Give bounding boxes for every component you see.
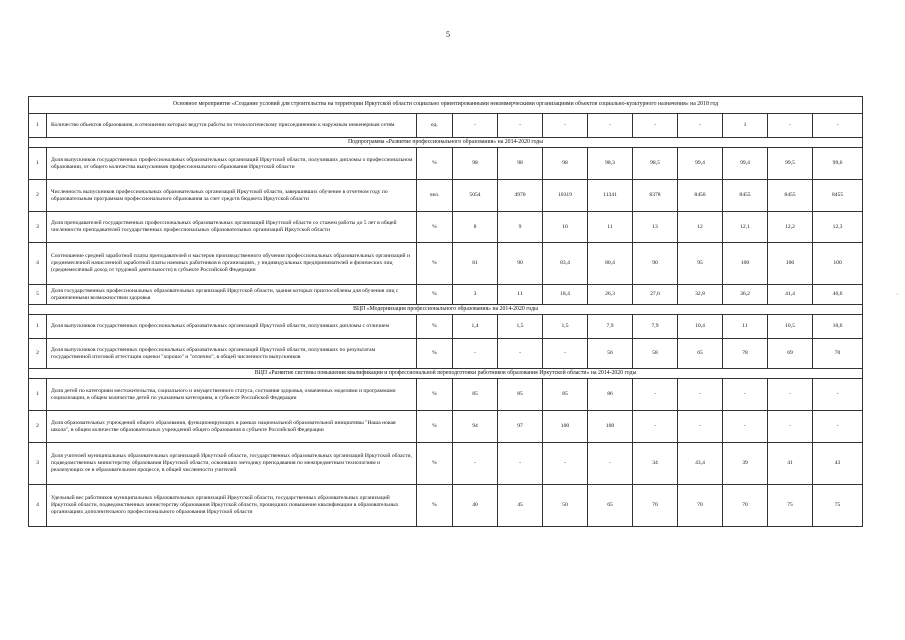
value-cell: 10,5 (768, 315, 813, 339)
value-cell: - (813, 379, 863, 411)
value-cell: - (453, 443, 498, 485)
value-cell: 8455 (813, 180, 863, 212)
row-number: 4 (29, 485, 47, 527)
row-number: 1 (29, 114, 47, 138)
table-row (29, 339, 863, 369)
value-cell: 98,5 (633, 148, 678, 180)
indicator-name: Доля выпускников государственных профессиональных образовательных организаций Иркутской области, получивших дипломы о профессиональном образовании, от общего количества выпускников профессионального образования Иркутской области (47, 148, 417, 180)
value-cell: 81 (453, 243, 498, 285)
value-cell: 43,4 (678, 443, 723, 485)
indicator-name: Доля преподавателей государственных профессиональных образовательных организаций Иркутской области со стажем работы до 5 лет в общей численности преподавателей государственных профессиональных образовательных организаций Иркутской области (47, 212, 417, 243)
value-cell: 1,5 (543, 315, 588, 339)
value-cell: 100 (543, 411, 588, 443)
value-cell: - (498, 114, 543, 138)
value-cell: 1,5 (498, 315, 543, 339)
value-cell: 98 (498, 148, 543, 180)
value-cell: - (723, 379, 768, 411)
table-row (29, 212, 863, 243)
value-cell: 4970 (498, 180, 543, 212)
row-number: 3 (29, 443, 47, 485)
value-cell: 11 (588, 212, 633, 243)
table-row (29, 180, 863, 212)
section-header-row (29, 97, 863, 114)
indicator-name: Доля выпускников государственных профессиональных образовательных организаций Иркутской области, получивших дипломы с отличием (47, 315, 417, 339)
value-cell: 98,3 (588, 148, 633, 180)
value-cell: 69 (768, 339, 813, 369)
value-cell: 8378 (633, 180, 678, 212)
value-cell: 100 (588, 411, 633, 443)
value-cell: 70 (678, 485, 723, 527)
value-cell: - (588, 443, 633, 485)
value-cell: - (633, 411, 678, 443)
value-cell: 97 (498, 411, 543, 443)
value-cell: 65 (678, 339, 723, 369)
value-cell: 70 (723, 485, 768, 527)
value-cell: - (813, 114, 863, 138)
value-cell: 1,4 (453, 315, 498, 339)
value-cell: - (633, 379, 678, 411)
value-cell: 10,4 (678, 315, 723, 339)
unit: % (417, 315, 453, 339)
unit: % (417, 379, 453, 411)
value-cell: 58 (633, 339, 678, 369)
value-cell: 7,9 (633, 315, 678, 339)
value-cell: 8450 (678, 180, 723, 212)
value-cell: 8455 (723, 180, 768, 212)
row-number: 1 (29, 379, 47, 411)
value-cell: 95 (678, 243, 723, 285)
value-cell: 41 (768, 443, 813, 485)
value-cell: 10319 (543, 180, 588, 212)
section-header-row (29, 138, 863, 148)
value-cell: 9 (498, 212, 543, 243)
table-row (29, 379, 863, 411)
value-cell: 11 (498, 285, 543, 305)
unit: % (417, 485, 453, 527)
row-number: 2 (29, 411, 47, 443)
value-cell: 99,4 (678, 148, 723, 180)
table-body (29, 97, 863, 527)
value-cell: - (498, 443, 543, 485)
unit: % (417, 243, 453, 285)
value-cell: 36,2 (723, 285, 768, 305)
value-cell: 80,4 (588, 243, 633, 285)
section-title: Подпрограмма «Развитие профессионального образования» на 2014-2020 годы (29, 138, 863, 148)
value-cell: - (813, 411, 863, 443)
value-cell: 32,8 (678, 285, 723, 305)
value-cell: - (678, 114, 723, 138)
value-cell: 8455 (768, 180, 813, 212)
value-cell: - (678, 411, 723, 443)
row-number: 5 (29, 285, 47, 305)
unit: % (417, 339, 453, 369)
value-cell: 13 (633, 212, 678, 243)
section-title: ВЦП «Развитие системы повышения квалификации и профессиональной переподготовки работников образования Иркутской области» на 2014-2020 годы (29, 369, 863, 379)
value-cell: 100 (768, 243, 813, 285)
value-cell: 98 (453, 148, 498, 180)
value-cell: 18,4 (543, 285, 588, 305)
row-number: 2 (29, 180, 47, 212)
value-cell: 12,2 (768, 212, 813, 243)
indicator-name: Доля детей по категориям местожительства, социального и имущественного статуса, состояния здоровья, охваченных моделями и программами социализации, в общем количестве детей по указанным категориям, в субъекте Российской Федерации (47, 379, 417, 411)
value-cell: 26,3 (588, 285, 633, 305)
value-cell: - (543, 339, 588, 369)
value-cell: 27,6 (633, 285, 678, 305)
value-cell: 34 (633, 443, 678, 485)
table-row (29, 411, 863, 443)
section-title: Основное мероприятие «Создание условий для строительства на территории Иркутской области социально ориентированными некоммерческими организациями объектов социально-культурного назначения» на 2018 год (29, 97, 863, 114)
value-cell: 90 (633, 243, 678, 285)
indicator-name: Доля образовательных учреждений общего образования, функционирующих в рамках национальной образовательной инициативы "Наша новая школа", в общем количестве образовательных учреждений общего образования в субъекте Российской Федерации (47, 411, 417, 443)
indicator-name: Доля выпускников государственных профессиональных образовательных организаций Иркутской области, получивших по результатам государственной итоговой аттестации оценки "хорошо" и "отлично", в общей численности выпускников (47, 339, 417, 369)
value-cell: 100 (813, 243, 863, 285)
table-row (29, 485, 863, 527)
unit: % (417, 148, 453, 180)
indicator-name: Соотношение средней заработной платы преподавателей и мастеров производственного обучения профессиональных образовательных организаций и среднемесячной начисленной заработной платы наемных работников в организациях, у индивидуальных предпринимателей и физических лиц (среднемесячный доход от трудовой деятельности) в субъекте Российской Федерации (47, 243, 417, 285)
value-cell: - (768, 114, 813, 138)
value-cell: 100 (723, 243, 768, 285)
row-number: 1 (29, 315, 47, 339)
indicators-table (28, 96, 863, 527)
indicator-name: Количество объектов образования, в отношении которых ведутся работы по технологическому присоединению к наружным инженерным сетям (47, 114, 417, 138)
value-cell: - (453, 114, 498, 138)
unit: % (417, 285, 453, 305)
value-cell: 8 (453, 212, 498, 243)
value-cell: 99,5 (768, 148, 813, 180)
value-cell: 10,6 (813, 315, 863, 339)
value-cell: 85 (453, 379, 498, 411)
value-cell: 11 (723, 315, 768, 339)
unit: % (417, 443, 453, 485)
value-cell: 70 (813, 339, 863, 369)
value-cell: 12 (678, 212, 723, 243)
value-cell: 83,4 (543, 243, 588, 285)
table-row (29, 443, 863, 485)
value-cell: 65 (588, 485, 633, 527)
unit: % (417, 212, 453, 243)
indicator-name: Доля государственных профессиональных образовательных организаций Иркутской области, здания которых приспособлены для обучения лиц с ограниченными возможностями здоровья (47, 285, 417, 305)
value-cell: - (678, 379, 723, 411)
value-cell: - (498, 339, 543, 369)
value-cell: 75 (768, 485, 813, 527)
value-cell: 45 (498, 485, 543, 527)
value-cell: 70 (633, 485, 678, 527)
value-cell: 56 (588, 339, 633, 369)
value-cell: - (543, 443, 588, 485)
value-cell: 85 (498, 379, 543, 411)
value-cell: 10 (543, 212, 588, 243)
value-cell: 78 (723, 339, 768, 369)
value-cell: - (543, 114, 588, 138)
row-number: 1 (29, 148, 47, 180)
value-cell: 98 (543, 148, 588, 180)
value-cell: 86 (588, 379, 633, 411)
page-number: 5 (446, 30, 450, 39)
row-number: 3 (29, 212, 47, 243)
table-row (29, 114, 863, 138)
unit: ед. (417, 114, 453, 138)
indicator-name: Удельный вес работников муниципальных образовательных организаций Иркутской области, государственных образовательных организаций Иркутской области, подведомственных министерству образования Иркутской области, прошедших повышение квалификации в образовательных организациях дополнительного профессионального образования Иркутской области (47, 485, 417, 527)
value-cell: 7,9 (588, 315, 633, 339)
value-cell: - (768, 379, 813, 411)
section-title: ВЦП «Модернизация профессионального образования» на 2014-2020 годы (29, 305, 863, 315)
value-cell: 39 (723, 443, 768, 485)
section-header-row (29, 305, 863, 315)
row-number: 2 (29, 339, 47, 369)
value-cell: 12,3 (813, 212, 863, 243)
section-header-row (29, 369, 863, 379)
value-cell: 40 (453, 485, 498, 527)
value-cell: 94 (453, 411, 498, 443)
value-cell: - (633, 114, 678, 138)
value-cell: - (768, 411, 813, 443)
value-cell: 12,1 (723, 212, 768, 243)
value-cell: - (453, 339, 498, 369)
unit: чел. (417, 180, 453, 212)
value-cell: 99,6 (813, 148, 863, 180)
value-cell: 11341 (588, 180, 633, 212)
value-cell: 90 (498, 243, 543, 285)
value-cell: - (588, 114, 633, 138)
table-row (29, 285, 863, 305)
indicator-name: Доля учителей муниципальных образовательных организаций Иркутской области, государственных образовательных организаций Иркутской области, подведомственных министерству образования Иркутской области, освоивших методику преподавания по межпредметным технологиям и реализующих ее в образовательном процессе, в общей численности учителей (47, 443, 417, 485)
value-cell: 85 (543, 379, 588, 411)
row-number: 4 (29, 243, 47, 285)
table-row (29, 315, 863, 339)
value-cell: 75 (813, 485, 863, 527)
unit: % (417, 411, 453, 443)
indicator-name: Численность выпускников профессиональных образовательных организаций Иркутской области, завершивших обучение в отчетном году по образовательным программам профессионального образования за счет средств бюджета Иркутской области (47, 180, 417, 212)
value-cell: 3 (453, 285, 498, 305)
value-cell: 5054 (453, 180, 498, 212)
table-row (29, 243, 863, 285)
value-cell: 41,4 (768, 285, 813, 305)
value-cell: 50 (543, 485, 588, 527)
margin-mark: · (896, 292, 898, 298)
value-cell: 43 (813, 443, 863, 485)
value-cell: 99,4 (723, 148, 768, 180)
table-row (29, 148, 863, 180)
value-cell: - (723, 411, 768, 443)
value-cell: 46,6 (813, 285, 863, 305)
value-cell: 1 (723, 114, 768, 138)
